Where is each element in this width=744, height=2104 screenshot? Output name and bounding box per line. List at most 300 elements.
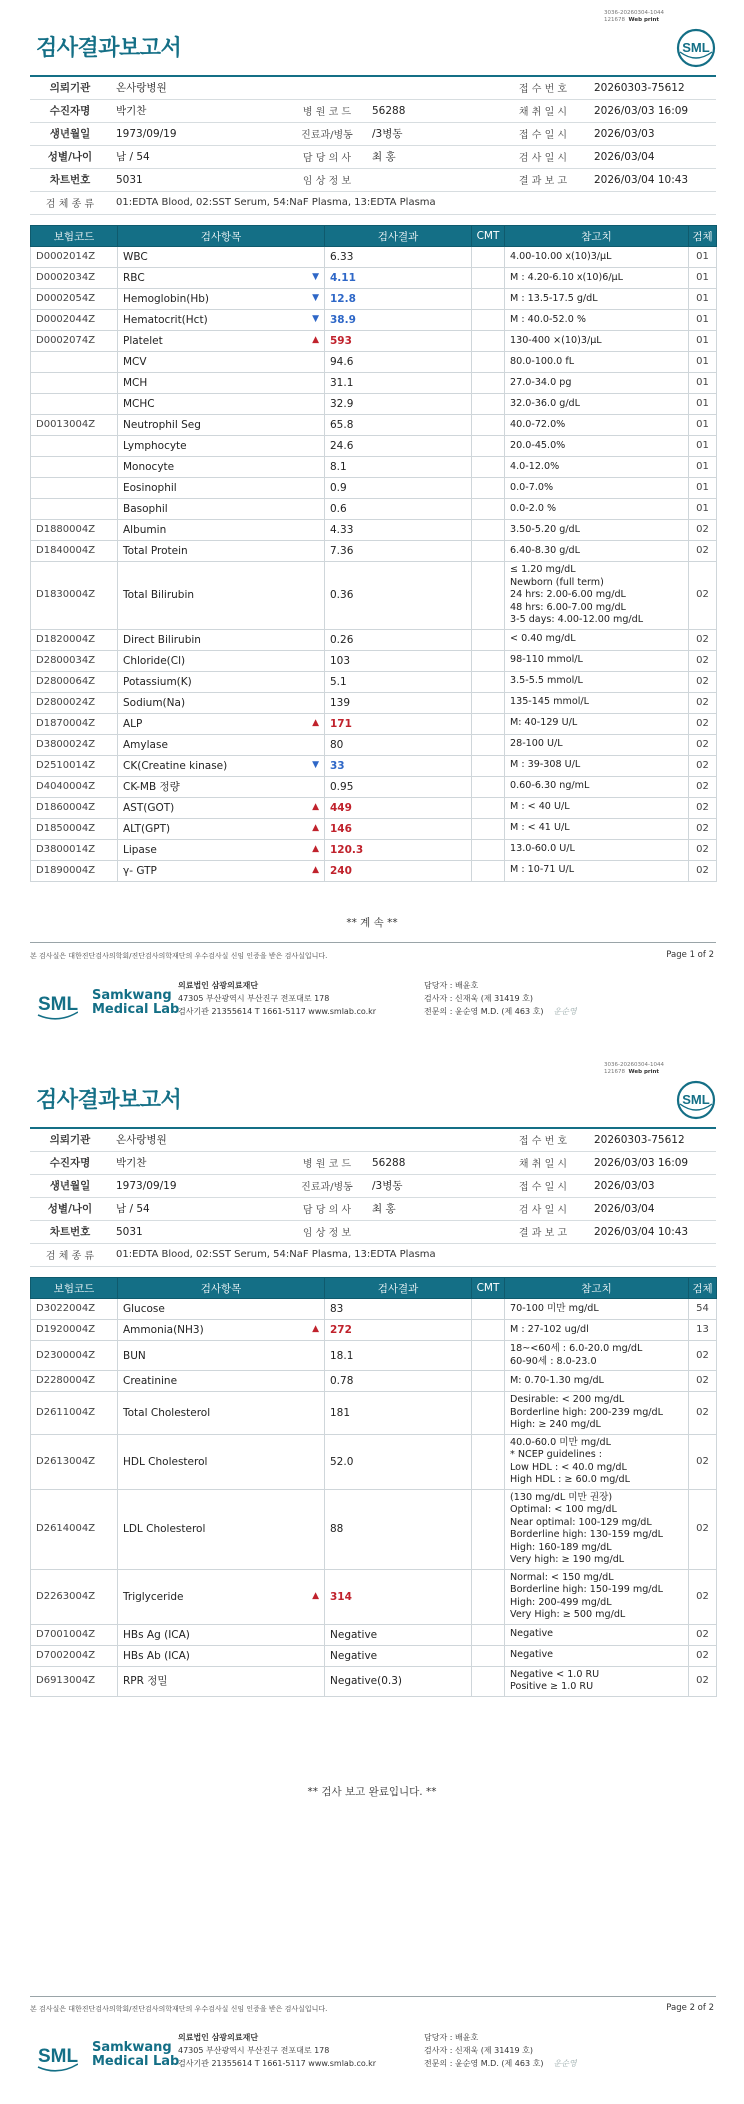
reference-range: 135-145 mmol/L xyxy=(505,692,689,713)
insurance-code: D2611004Z xyxy=(31,1392,118,1435)
test-result: 4.11 xyxy=(325,268,472,289)
comment xyxy=(472,394,505,415)
reference-range: 0.0-7.0% xyxy=(505,478,689,499)
test-result: 94.6 xyxy=(325,352,472,373)
birth-date: 1973/09/19 xyxy=(110,122,288,145)
comment xyxy=(472,818,505,839)
result-row xyxy=(31,268,717,289)
test-name: Direct Bilirubin xyxy=(118,629,325,650)
specimen-code: 02 xyxy=(689,520,717,541)
comment xyxy=(472,268,505,289)
result-row xyxy=(31,331,717,352)
test-name: Ammonia(NH3) ▲ xyxy=(118,1320,325,1341)
test-name: HDL Cholesterol xyxy=(118,1434,325,1489)
test-name: Albumin xyxy=(118,520,325,541)
test-name: Neutrophil Seg xyxy=(118,415,325,436)
receipt-number: 20260303-75612 xyxy=(588,1128,716,1151)
triangle-up-icon: ▲ xyxy=(312,822,319,833)
test-result: 4.33 xyxy=(325,520,472,541)
insurance-code: D1880004Z xyxy=(31,520,118,541)
test-result: 314 xyxy=(325,1569,472,1624)
result-row xyxy=(31,352,717,373)
svg-text:SML: SML xyxy=(682,1092,710,1107)
reference-range: M : < 40 U/L xyxy=(505,797,689,818)
specimen-code: 02 xyxy=(689,755,717,776)
specimen-code: 02 xyxy=(689,1624,717,1645)
result-row xyxy=(31,499,717,520)
reference-range: ≤ 1.20 mg/dL Newborn (full term) 24 hrs: 2.00-6.00 mg/dL 48 hrs: 6.00-7.00 mg/dL 3-5 days: 4.00-12.00 mg/dL xyxy=(505,562,689,630)
test-name: Lymphocyte xyxy=(118,436,325,457)
reference-range: M : 4.20-6.10 x(10)6/μL xyxy=(505,268,689,289)
reference-range: M: 40-129 U/L xyxy=(505,713,689,734)
test-name: Glucose xyxy=(118,1299,325,1320)
result-row xyxy=(31,478,717,499)
reference-range: M : 27-102 ug/dl xyxy=(505,1320,689,1341)
comment xyxy=(472,1569,505,1624)
requester: 온사랑병원 xyxy=(110,76,498,99)
test-name: WBC xyxy=(118,247,325,268)
comment xyxy=(472,373,505,394)
comment xyxy=(472,247,505,268)
specimen-types: 01:EDTA Blood, 02:SST Serum, 54:NaF Plasma, 13:EDTA Plasma xyxy=(110,191,716,214)
reference-range: 3.50-5.20 g/dL xyxy=(505,520,689,541)
comment xyxy=(472,478,505,499)
test-result: 65.8 xyxy=(325,415,472,436)
result-row xyxy=(31,1645,717,1666)
specimen-code: 13 xyxy=(689,1320,717,1341)
result-row xyxy=(31,650,717,671)
test-name: HBs Ab (ICA) xyxy=(118,1645,325,1666)
insurance-code: D1920004Z xyxy=(31,1320,118,1341)
reference-range: 32.0-36.0 g/dL xyxy=(505,394,689,415)
test-name: AST(GOT) ▲ xyxy=(118,797,325,818)
test-result: 31.1 xyxy=(325,373,472,394)
insurance-code: D1890004Z xyxy=(31,860,118,881)
test-result: 240 xyxy=(325,860,472,881)
doctor: 최 홍 xyxy=(366,145,498,168)
insurance-code: D2510014Z xyxy=(31,755,118,776)
comment xyxy=(472,562,505,630)
insurance-code xyxy=(31,478,118,499)
reference-range: 28-100 U/L xyxy=(505,734,689,755)
comment xyxy=(472,1371,505,1392)
specimen-code: 01 xyxy=(689,247,717,268)
comment xyxy=(472,499,505,520)
certification-note: 본 검사실은 대한진단검사의학회/진단검사의학재단의 우수검사실 신임 인증을 받은 검사실입니다. xyxy=(30,952,328,960)
insurance-code: D0002054Z xyxy=(31,289,118,310)
result-row xyxy=(31,797,717,818)
insurance-code: D1860004Z xyxy=(31,797,118,818)
signatures: 담당자 : 배윤호 검사자 : 신재욱 (제 31419 호) 전문의 : 윤순영 M.D. (제 463 호) 운순영 xyxy=(424,981,577,1016)
sex-age: 남 / 54 xyxy=(110,1197,288,1220)
clinical-info xyxy=(366,1220,498,1243)
continue-note: ** 계 속 ** xyxy=(346,917,398,929)
comment xyxy=(472,1320,505,1341)
insurance-code: D2800024Z xyxy=(31,692,118,713)
test-result: Negative(0.3) xyxy=(325,1666,472,1696)
test-result: 103 xyxy=(325,650,472,671)
test-name: Lipase ▲ xyxy=(118,839,325,860)
triangle-up-icon: ▲ xyxy=(312,717,319,728)
insurance-code: D2800064Z xyxy=(31,671,118,692)
result-row xyxy=(31,839,717,860)
result-row xyxy=(31,520,717,541)
specimen-code: 02 xyxy=(689,713,717,734)
footer-divider xyxy=(30,942,716,943)
insurance-code: D2300004Z xyxy=(31,1341,118,1371)
insurance-code: D0002074Z xyxy=(31,331,118,352)
insurance-code: D0002034Z xyxy=(31,268,118,289)
svg-text:SML: SML xyxy=(38,994,78,1015)
triangle-down-icon: ▼ xyxy=(312,314,319,324)
reference-range: 18~<60세 : 6.0-20.0 mg/dL 60-90세 : 8.0-23.0 xyxy=(505,1341,689,1371)
result-row xyxy=(31,776,717,797)
comment xyxy=(472,1299,505,1320)
test-result: 0.95 xyxy=(325,776,472,797)
triangle-up-icon: ▲ xyxy=(312,335,319,345)
test-result: 139 xyxy=(325,692,472,713)
insurance-code: D0013004Z xyxy=(31,415,118,436)
insurance-code: D3800024Z xyxy=(31,734,118,755)
insurance-code xyxy=(31,352,118,373)
test-name: Hemoglobin(Hb) ▼ xyxy=(118,289,325,310)
result-row xyxy=(31,734,717,755)
specimen-code: 02 xyxy=(689,1434,717,1489)
specimen-code: 02 xyxy=(689,541,717,562)
comment xyxy=(472,1434,505,1489)
reference-range: Negative xyxy=(505,1645,689,1666)
result-row xyxy=(31,818,717,839)
result-row xyxy=(31,289,717,310)
test-name: Platelet ▲ xyxy=(118,331,325,352)
specimen-code: 02 xyxy=(689,818,717,839)
test-result: 80 xyxy=(325,734,472,755)
test-name: Total Protein xyxy=(118,541,325,562)
specimen-code: 01 xyxy=(689,331,717,352)
insurance-code: D2280004Z xyxy=(31,1371,118,1392)
test-result: 0.36 xyxy=(325,562,472,630)
complete-note: ** 검사 보고 완료입니다. ** xyxy=(307,1786,437,1798)
result-row xyxy=(31,629,717,650)
comment xyxy=(472,692,505,713)
results-header: 보험코드 검사항목 검사결과 CMT 참고치 검체 xyxy=(31,1278,717,1299)
reference-range: 40.0-72.0% xyxy=(505,415,689,436)
comment xyxy=(472,352,505,373)
test-result: 0.6 xyxy=(325,499,472,520)
comment xyxy=(472,541,505,562)
insurance-code: D0002014Z xyxy=(31,247,118,268)
insurance-code: D1870004Z xyxy=(31,713,118,734)
insurance-code: D3022004Z xyxy=(31,1299,118,1320)
reference-range: 98-110 mmol/L xyxy=(505,650,689,671)
test-name: Potassium(K) xyxy=(118,671,325,692)
specimen-code: 02 xyxy=(689,1666,717,1696)
specimen-code: 54 xyxy=(689,1299,717,1320)
triangle-up-icon: ▲ xyxy=(312,801,319,812)
test-result: 18.1 xyxy=(325,1341,472,1371)
patient-info-table: 의뢰기관 온사랑병원 접 수 번 호 20260303-75612 수진자명 박기찬 병 원 코 드 56288 채 취 일 시 2026/03/03 16:09 생년월일 1973/09/19 진료과/병동 /3병동 접 수 일 시 2026/03/03 성별/나이 남 / 54 담 당 의 사 최 홍 검 사 일 시 2026/03/04 차트번호 5031 임 상 정 보 결 과 보 고 2026/03/04 10:43 검 체 종 류 01:EDTA Blood, 02:SST Serum, 54:NaF Plasma, 13:EDTA Plasma xyxy=(30,1127,716,1267)
test-result: 449 xyxy=(325,797,472,818)
test-result: Negative xyxy=(325,1624,472,1645)
comment xyxy=(472,331,505,352)
footer-logo: SML Samkwang Medical Lab xyxy=(36,982,196,1024)
requester: 온사랑병원 xyxy=(110,1128,498,1151)
reference-range: 6.40-8.30 g/dL xyxy=(505,541,689,562)
comment xyxy=(472,860,505,881)
specimen-code: 02 xyxy=(689,650,717,671)
reference-range: < 0.40 mg/dL xyxy=(505,629,689,650)
test-result: 52.0 xyxy=(325,1434,472,1489)
reported-time: 2026/03/04 10:43 xyxy=(588,1220,716,1243)
test-name: Basophil xyxy=(118,499,325,520)
test-name: Creatinine xyxy=(118,1371,325,1392)
specimen-code: 02 xyxy=(689,562,717,630)
certification-note: 본 검사실은 대한진단검사의학회/진단검사의학재단의 우수검사실 신임 인증을 받은 검사실입니다. xyxy=(30,2005,328,2013)
tested-date: 2026/03/04 xyxy=(588,1197,716,1220)
reference-range: 70-100 미만 mg/dL xyxy=(505,1299,689,1320)
report-page-2 xyxy=(0,1052,744,2104)
result-row xyxy=(31,247,717,268)
specimen-code: 02 xyxy=(689,1371,717,1392)
sml-logo-icon xyxy=(676,1080,716,1120)
comment xyxy=(472,520,505,541)
test-result: 8.1 xyxy=(325,457,472,478)
result-row xyxy=(31,671,717,692)
results-table-page-2 xyxy=(30,1277,717,1697)
insurance-code: D2614004Z xyxy=(31,1489,118,1569)
signature: 운순영 xyxy=(553,1007,577,1016)
specimen-code: 01 xyxy=(689,394,717,415)
test-name: MCV xyxy=(118,352,325,373)
insurance-code: D1840004Z xyxy=(31,541,118,562)
comment xyxy=(472,755,505,776)
test-result: 0.26 xyxy=(325,629,472,650)
triangle-up-icon: ▲ xyxy=(312,1324,319,1334)
result-row xyxy=(31,1320,717,1341)
test-result: 146 xyxy=(325,818,472,839)
test-name: Chloride(Cl) xyxy=(118,650,325,671)
patient-info-table: 의뢰기관 온사랑병원 접 수 번 호 20260303-75612 수진자명 박기찬 병 원 코 드 56288 채 취 일 시 2026/03/03 16:09 생년월일 1973/09/19 진료과/병동 /3병동 접 수 일 시 2026/03/03 성별/나이 남 / 54 담 당 의 사 최 홍 검 사 일 시 2026/03/04 차트번호 5031 임 상 정 보 결 과 보 고 2026/03/04 10:43 검 체 종 류 01:EDTA Blood, 02:SST Serum, 54:NaF Plasma, 13:EDTA Plasma xyxy=(30,75,716,215)
specimen-code: 02 xyxy=(689,692,717,713)
comment xyxy=(472,1645,505,1666)
test-result: 88 xyxy=(325,1489,472,1569)
insurance-code xyxy=(31,499,118,520)
test-name: MCHC xyxy=(118,394,325,415)
specimen-code: 01 xyxy=(689,289,717,310)
reference-range: 3.5-5.5 mmol/L xyxy=(505,671,689,692)
result-row xyxy=(31,541,717,562)
hospital-code: 56288 xyxy=(366,1151,432,1174)
print-stamp: 3036-20260304-1044 121678 Web print xyxy=(604,10,664,23)
received-date: 2026/03/03 xyxy=(588,122,716,145)
comment xyxy=(472,1666,505,1696)
insurance-code xyxy=(31,373,118,394)
reference-range: Negative xyxy=(505,1624,689,1645)
specimen-code: 02 xyxy=(689,1392,717,1435)
page-number: Page 2 of 2 xyxy=(666,2003,714,2013)
svg-text:SML: SML xyxy=(38,2046,78,2067)
report-title: 검사결과보고서 xyxy=(36,1088,182,1113)
test-result: 7.36 xyxy=(325,541,472,562)
specimen-code: 02 xyxy=(689,797,717,818)
department: /3병동 xyxy=(366,122,498,145)
comment xyxy=(472,457,505,478)
reference-range: Negative < 1.0 RU Positive ≥ 1.0 RU xyxy=(505,1666,689,1696)
result-row xyxy=(31,860,717,881)
test-name: HBs Ag (ICA) xyxy=(118,1624,325,1645)
test-name: LDL Cholesterol xyxy=(118,1489,325,1569)
doctor: 최 홍 xyxy=(366,1197,498,1220)
svg-text:SML: SML xyxy=(682,40,710,55)
result-row xyxy=(31,1434,717,1489)
result-row xyxy=(31,713,717,734)
insurance-code: D4040004Z xyxy=(31,776,118,797)
result-row xyxy=(31,373,717,394)
comment xyxy=(472,650,505,671)
result-row xyxy=(31,1341,717,1371)
specimen-code: 02 xyxy=(689,671,717,692)
results-header: 보험코드 검사항목 검사결과 CMT 참고치 검체 xyxy=(31,226,717,247)
specimen-code: 02 xyxy=(689,1569,717,1624)
reference-range: 4.0-12.0% xyxy=(505,457,689,478)
triangle-up-icon: ▲ xyxy=(312,843,319,854)
signature: 운순영 xyxy=(553,2059,577,2068)
reported-time: 2026/03/04 10:43 xyxy=(588,168,716,191)
reference-range: 0.60-6.30 ng/mL xyxy=(505,776,689,797)
reference-range: M : 39-308 U/L xyxy=(505,755,689,776)
insurance-code: D1830004Z xyxy=(31,562,118,630)
comment xyxy=(472,1341,505,1371)
result-row xyxy=(31,692,717,713)
reference-range: Desirable: < 200 mg/dL Borderline high: 200-239 mg/dL High: ≥ 240 mg/dL xyxy=(505,1392,689,1435)
specimen-code: 02 xyxy=(689,1489,717,1569)
test-result: 24.6 xyxy=(325,436,472,457)
comment xyxy=(472,436,505,457)
result-row xyxy=(31,1371,717,1392)
test-result: 6.33 xyxy=(325,247,472,268)
comment xyxy=(472,629,505,650)
test-result: 181 xyxy=(325,1392,472,1435)
collected-time: 2026/03/03 16:09 xyxy=(588,99,716,122)
chart-number: 5031 xyxy=(110,1220,288,1243)
insurance-code: D7001004Z xyxy=(31,1624,118,1645)
test-name: CK-MB 정량 xyxy=(118,776,325,797)
reference-range: 130-400 ×(10)3/μL xyxy=(505,331,689,352)
sex-age: 남 / 54 xyxy=(110,145,288,168)
reference-range: M : 40.0-52.0 % xyxy=(505,310,689,331)
test-name: Triglyceride ▲ xyxy=(118,1569,325,1624)
insurance-code: D0002044Z xyxy=(31,310,118,331)
specimen-code: 01 xyxy=(689,373,717,394)
test-name: ALT(GPT) ▲ xyxy=(118,818,325,839)
comment xyxy=(472,671,505,692)
test-name: RPR 정밀 xyxy=(118,1666,325,1696)
reference-range: M : < 41 U/L xyxy=(505,818,689,839)
patient-name: 박기찬 xyxy=(110,1151,288,1174)
birth-date: 1973/09/19 xyxy=(110,1174,288,1197)
specimen-code: 01 xyxy=(689,415,717,436)
specimen-code: 01 xyxy=(689,268,717,289)
test-result: 83 xyxy=(325,1299,472,1320)
result-row xyxy=(31,1666,717,1696)
test-result: 0.78 xyxy=(325,1371,472,1392)
test-result: 33 xyxy=(325,755,472,776)
specimen-code: 01 xyxy=(689,499,717,520)
triangle-down-icon: ▼ xyxy=(312,293,319,303)
specimen-types: 01:EDTA Blood, 02:SST Serum, 54:NaF Plasma, 13:EDTA Plasma xyxy=(110,1243,716,1266)
hospital-code: 56288 xyxy=(366,99,432,122)
specimen-code: 02 xyxy=(689,1645,717,1666)
insurance-code: D1820004Z xyxy=(31,629,118,650)
test-result: 593 xyxy=(325,331,472,352)
result-row xyxy=(31,436,717,457)
patient-name: 박기찬 xyxy=(110,99,288,122)
specimen-code: 01 xyxy=(689,352,717,373)
results-table-page-1 xyxy=(30,225,717,882)
specimen-code: 02 xyxy=(689,1341,717,1371)
test-result: 5.1 xyxy=(325,671,472,692)
comment xyxy=(472,415,505,436)
triangle-down-icon: ▼ xyxy=(312,272,319,282)
sml-logo-icon xyxy=(676,28,716,68)
test-name: CK(Creatine kinase) ▼ xyxy=(118,755,325,776)
test-name: Hematocrit(Hct) ▼ xyxy=(118,310,325,331)
insurance-code: D7002004Z xyxy=(31,1645,118,1666)
result-row xyxy=(31,310,717,331)
specimen-code: 01 xyxy=(689,310,717,331)
reference-range: 27.0-34.0 pg xyxy=(505,373,689,394)
reference-range: (130 mg/dL 미만 권장) Optimal: < 100 mg/dL Near optimal: 100-129 mg/dL Borderline high: 130-159 mg/dL High: 160-189 mg/dL Very high: ≥ 190 mg/dL xyxy=(505,1489,689,1569)
test-name: Eosinophil xyxy=(118,478,325,499)
insurance-code xyxy=(31,436,118,457)
reference-range: 80.0-100.0 fL xyxy=(505,352,689,373)
comment xyxy=(472,734,505,755)
result-row xyxy=(31,1569,717,1624)
specimen-code: 02 xyxy=(689,839,717,860)
sml-logo-icon xyxy=(36,2034,78,2076)
reference-range: 4.00-10.00 x(10)3/μL xyxy=(505,247,689,268)
triangle-up-icon: ▲ xyxy=(312,864,319,875)
reference-range: M : 10-71 U/L xyxy=(505,860,689,881)
result-row xyxy=(31,457,717,478)
insurance-code xyxy=(31,457,118,478)
reference-range: 0.0-2.0 % xyxy=(505,499,689,520)
specimen-code: 01 xyxy=(689,478,717,499)
comment xyxy=(472,310,505,331)
result-row xyxy=(31,1624,717,1645)
specimen-code: 01 xyxy=(689,436,717,457)
insurance-code: D3800014Z xyxy=(31,839,118,860)
test-name: Total Bilirubin xyxy=(118,562,325,630)
reference-range: M: 0.70-1.30 mg/dL xyxy=(505,1371,689,1392)
insurance-code: D1850004Z xyxy=(31,818,118,839)
comment xyxy=(472,1489,505,1569)
reference-range: 40.0-60.0 미만 mg/dL * NCEP guidelines : Low HDL : < 40.0 mg/dL High HDL : ≥ 60.0 mg/dL xyxy=(505,1434,689,1489)
test-name: RBC ▼ xyxy=(118,268,325,289)
test-result: 32.9 xyxy=(325,394,472,415)
result-row xyxy=(31,1299,717,1320)
collected-time: 2026/03/03 16:09 xyxy=(588,1151,716,1174)
insurance-code: D2800034Z xyxy=(31,650,118,671)
footer-logo: SML Samkwang Medical Lab xyxy=(36,2034,196,2076)
sml-logo-icon xyxy=(36,982,78,1024)
test-name: Total Cholesterol xyxy=(118,1392,325,1435)
comment xyxy=(472,776,505,797)
triangle-up-icon: ▲ xyxy=(312,1590,319,1601)
test-name: BUN xyxy=(118,1341,325,1371)
reference-range: M : 13.5-17.5 g/dL xyxy=(505,289,689,310)
comment xyxy=(472,1624,505,1645)
